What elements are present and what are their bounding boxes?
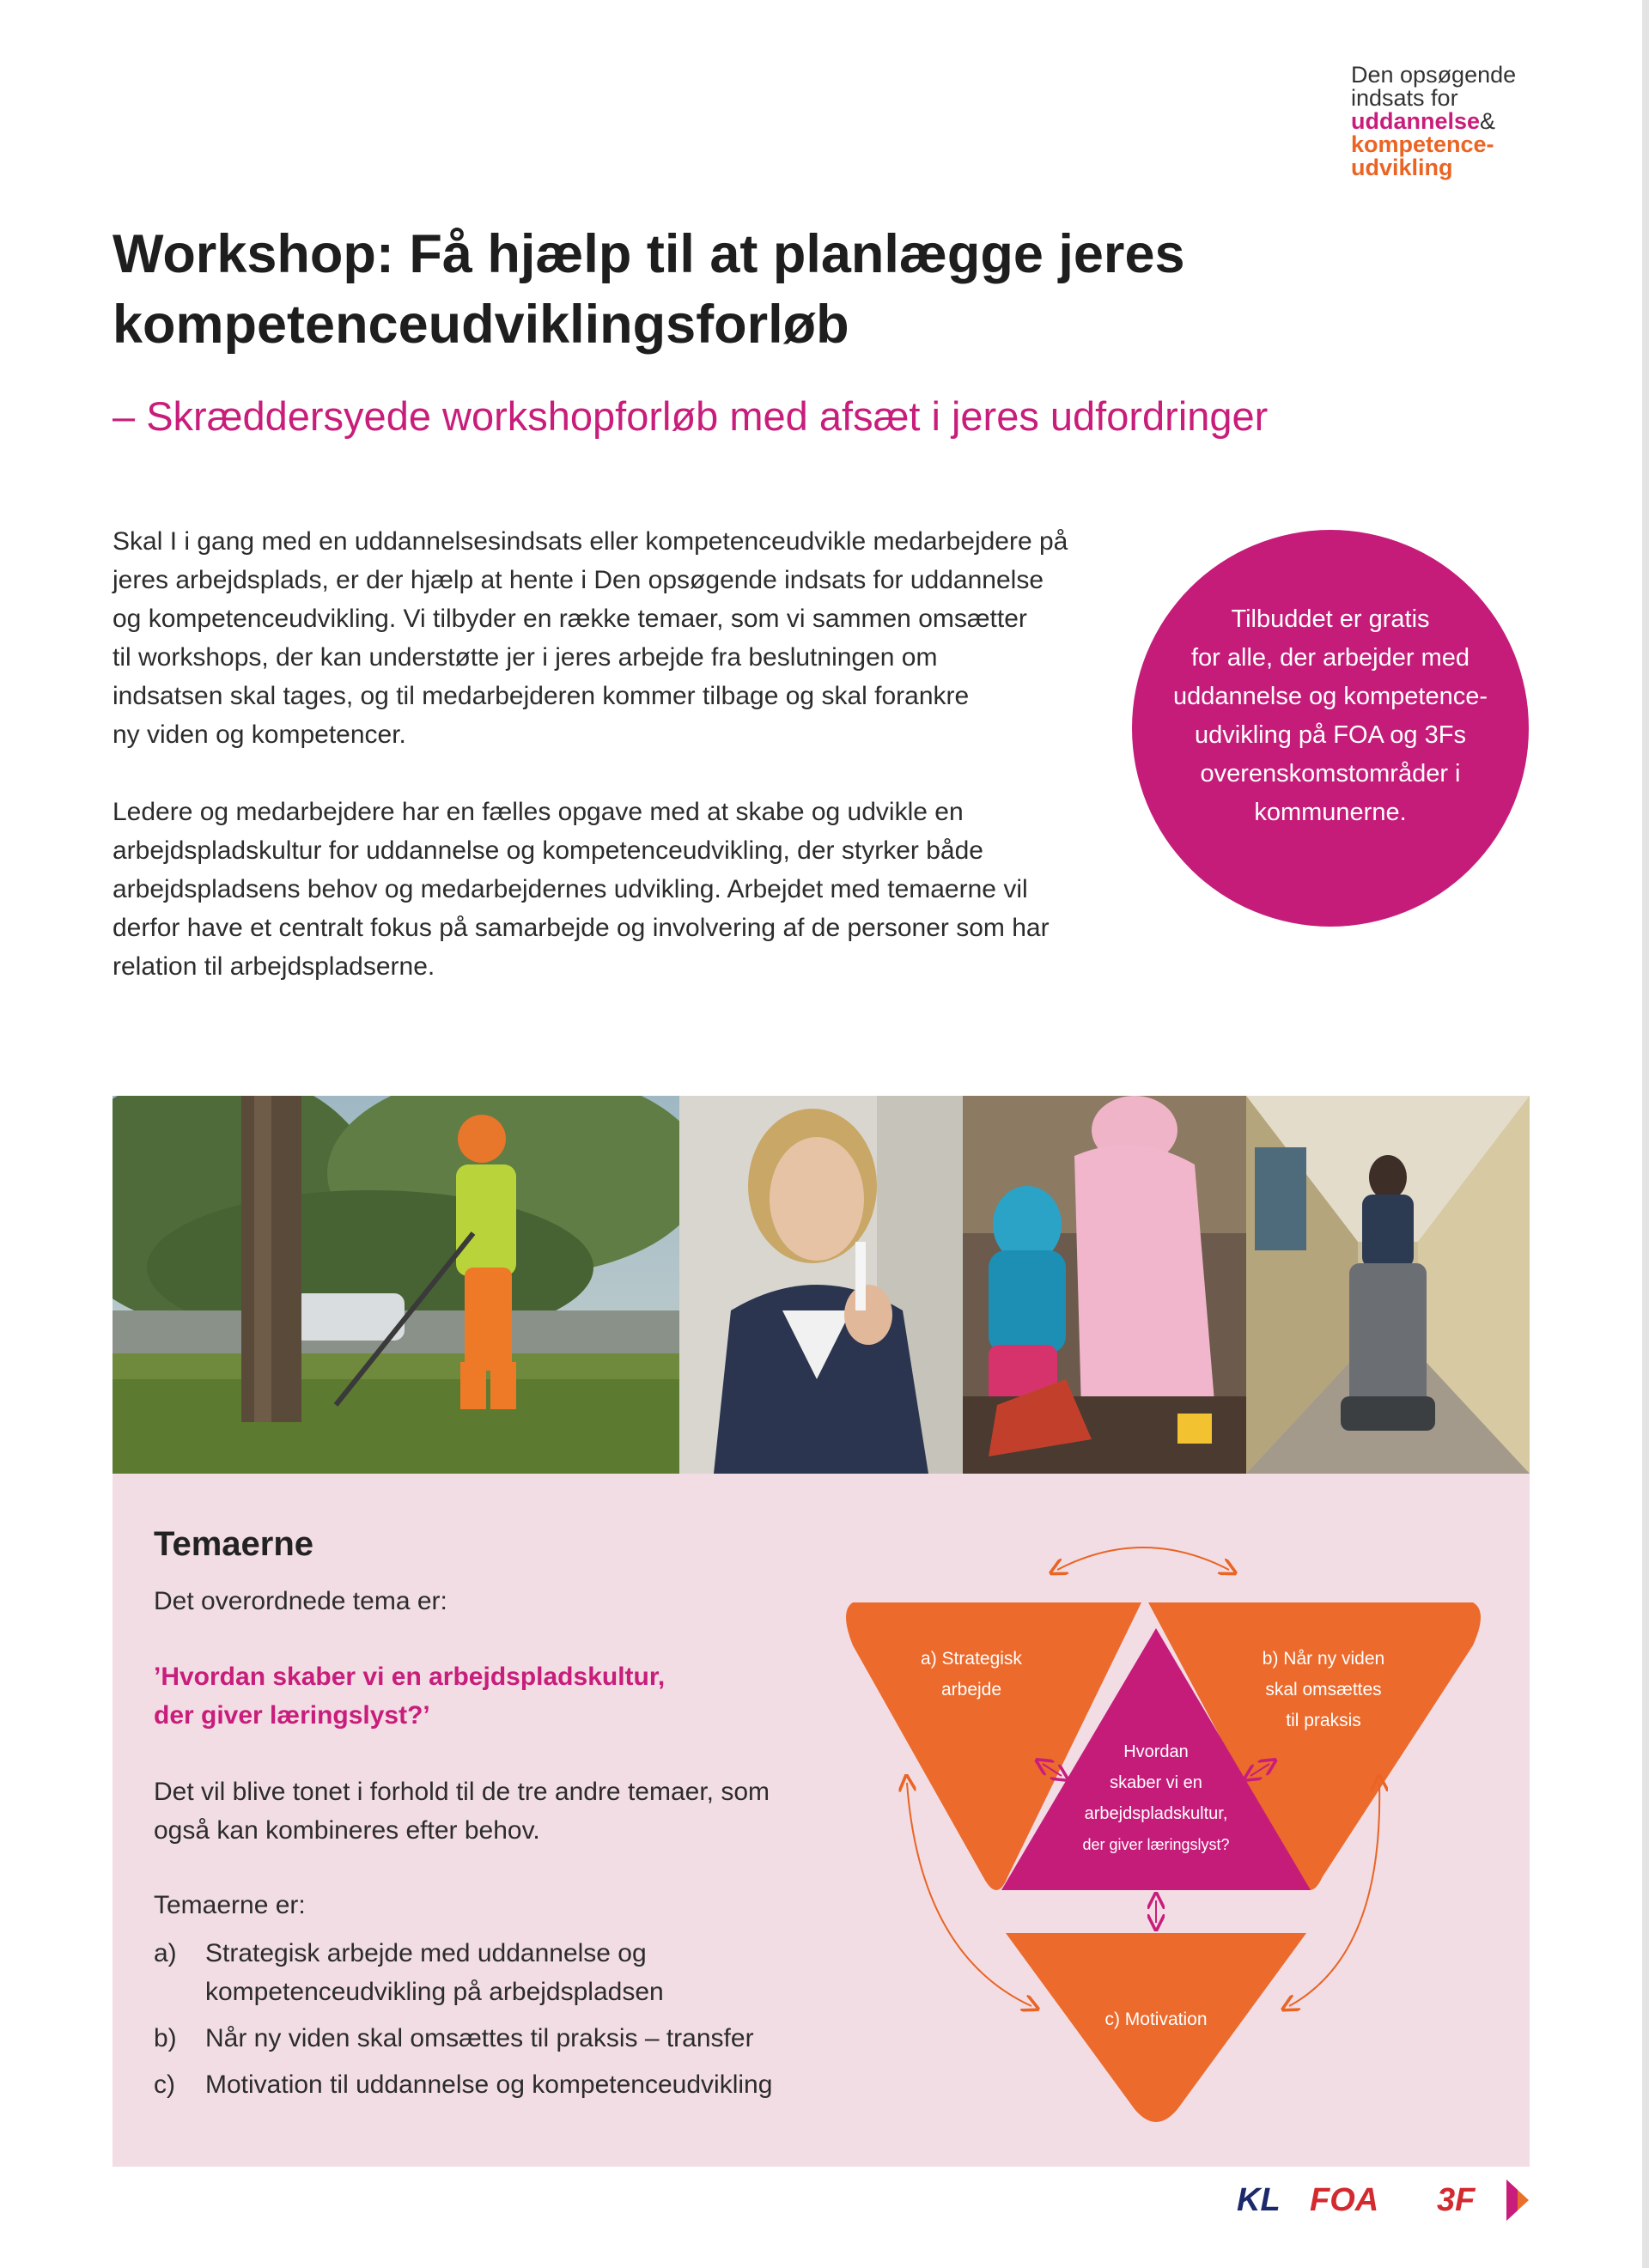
logo-ampersand: &	[1480, 108, 1496, 134]
list-item-line: Strategisk arbejde med uddannelse og	[205, 1939, 647, 1967]
toned-line: Det vil blive tonet i forhold til de tre andre temaer, som	[154, 1778, 770, 1806]
themes-diagram	[843, 1508, 1512, 2143]
toned-text	[154, 1772, 770, 1850]
page-title	[113, 219, 1315, 360]
intro-line: arbejdspladsens behov og medarbejdernes udvikling. Arbejdet med temaerne vil	[113, 875, 1028, 903]
themes-heading: Temaerne	[154, 1525, 314, 1563]
intro-line: relation til arbejdspladserne.	[113, 952, 435, 981]
foa-logo: FOA	[1310, 2182, 1379, 2218]
question-line: ’Hvordan skaber vi en arbejdspladskultur,	[154, 1663, 666, 1691]
intro-line: ny viden og kompetencer.	[113, 721, 406, 749]
overall-theme-intro	[154, 1582, 447, 1620]
offer-line: udvikling på FOA og 3Fs	[1195, 721, 1466, 749]
theme-b-label-2: skal omsættes	[1265, 1680, 1382, 1699]
theme-b-label-3: til praksis	[1286, 1711, 1361, 1730]
logo-line-5: udvikling	[1351, 155, 1453, 180]
intro-line: derfor have et centralt fokus på samarbejde og involvering af de personer som har	[113, 914, 1050, 942]
logo-line-3	[1351, 110, 1549, 133]
logo-uddannelse: uddannelse	[1351, 108, 1481, 134]
photo-cleaner	[1246, 1096, 1530, 1474]
intro-line: og kompetenceudvikling. Vi tilbyder en række temaer, som vi sammen omsætter	[113, 605, 1027, 633]
arrow-a-b	[1057, 1547, 1229, 1570]
list-item	[154, 1934, 927, 2011]
theme-b-label-1: b) Når ny viden	[1262, 1649, 1385, 1669]
kl-logo: KL	[1237, 2182, 1281, 2218]
organization-logo	[1351, 64, 1549, 179]
intro-paragraph-2	[113, 793, 1152, 986]
theme-c-label: c) Motivation	[1104, 2010, 1208, 2029]
center-label-1: Hvordan	[1123, 1742, 1189, 1761]
photo-strip	[113, 1096, 1530, 1474]
logo-line-2: indsats for	[1351, 85, 1458, 111]
overall-theme-intro-text: Det overordnede tema er:	[154, 1587, 447, 1615]
arrow-brand-icon	[1506, 2180, 1529, 2221]
center-label-3: arbejdspladskultur,	[1084, 1804, 1228, 1823]
intro-text	[113, 522, 1152, 1025]
themes-list-intro-text: Temaerne er:	[154, 1891, 306, 1919]
overall-theme-question	[154, 1657, 665, 1735]
center-label-4: der giver læringslyst?	[1082, 1836, 1230, 1853]
3f-logo: 3F	[1437, 2182, 1476, 2218]
offer-line: Tilbuddet er gratis	[1231, 605, 1430, 633]
themes-list-intro	[154, 1886, 306, 1924]
intro-line: jeres arbejdsplads, er der hjælp at hente i Den opsøgende indsats for uddannelse	[113, 566, 1044, 594]
logo-line-4: kompetence-	[1351, 131, 1494, 157]
logo-line-1: Den opsøgende	[1351, 62, 1517, 88]
intro-line: arbejdspladskultur for uddannelse og kompetenceudvikling, der styrker både	[113, 836, 983, 865]
page-title-line-2: kompetenceudviklingsforløb	[113, 295, 849, 355]
intro-line: Ledere og medarbejdere har en fælles opgave med at skabe og udvikle en	[113, 798, 964, 826]
themes-section	[113, 1474, 1530, 2167]
list-item	[154, 2065, 927, 2104]
photo-nurse	[679, 1096, 963, 1474]
theme-a-label-2: arbejde	[940, 1680, 1002, 1699]
intro-line: indsatsen skal tages, og til medarbejderen kommer tilbage og skal forankre	[113, 682, 970, 710]
list-item	[154, 2019, 927, 2058]
list-item-line: Når ny viden skal omsættes til praksis – transfer	[205, 2024, 754, 2052]
list-item-line: Motivation til uddannelse og kompetenceudvikling	[205, 2070, 773, 2099]
themes-list	[154, 1934, 927, 2112]
intro-line: til workshops, der kan understøtte jer i jeres arbejde fra beslutningen om	[113, 643, 938, 672]
center-label-2: skaber vi en	[1110, 1773, 1202, 1792]
question-line: der giver læringslyst?’	[154, 1701, 430, 1730]
list-marker: c)	[154, 2070, 175, 2099]
page-subtitle: – Skræddersyede workshopforløb med afsæt i jeres udfordringer	[113, 393, 1269, 439]
offer-line: for alle, der arbejder med	[1190, 644, 1469, 672]
offer-line: overenskomstområder i	[1200, 760, 1461, 787]
free-offer-badge	[1132, 530, 1529, 927]
list-marker: a)	[154, 1939, 177, 1967]
photo-gardener	[113, 1096, 679, 1474]
intro-paragraph-1	[113, 522, 1152, 754]
page-edge	[1642, 0, 1649, 2268]
offer-line: kommunerne.	[1254, 799, 1407, 826]
photo-kindergarten	[963, 1096, 1246, 1474]
theme-a-label-1: a) Strategisk	[921, 1649, 1022, 1669]
toned-line: også kan kombineres efter behov.	[154, 1816, 540, 1845]
partner-logos	[1237, 2180, 1529, 2231]
list-marker: b)	[154, 2024, 177, 2052]
page-title-line-1: Workshop: Få hjælp til at planlægge jeres	[113, 224, 1185, 284]
free-offer-text	[1173, 600, 1488, 832]
offer-line: uddannelse og kompetence-	[1173, 683, 1488, 710]
list-item-line: kompetenceudvikling på arbejdspladsen	[205, 1978, 664, 2006]
intro-line: Skal I i gang med en uddannelsesindsats eller kompetenceudvikle medarbejdere på	[113, 527, 1068, 556]
